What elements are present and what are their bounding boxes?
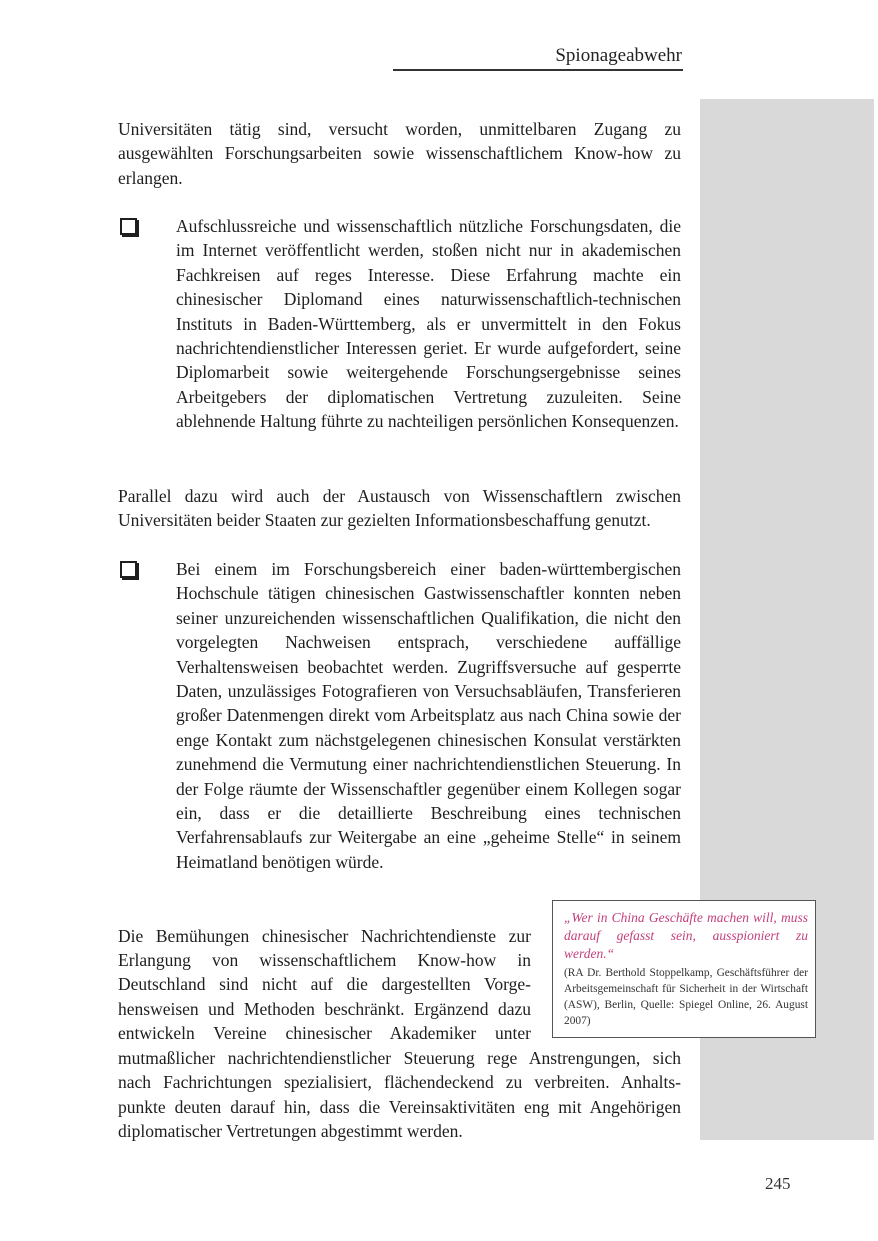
text-line: mutmaßlicher nachrichtendienstlicher Steuerung rege Anstrengungen, sich [118,1048,681,1068]
text-line: nach Fachrichtungen spezialisiert, flächendeckend zu verbreiten. Anhalts- [118,1072,681,1092]
bullet-paragraph-guest-scientist: Bei einem im Forschungsbereich einer baden-württembergischen Hochschule tätigen chinesischen Gastwissenschaftler konnten neben seiner unzureichenden wissenschaftlichen Qualifikation, die nicht den vorgelegten Nachweisen entsprach, verschiedene auffällige Verhaltensweisen beobachtet werden. Zugriffsversuche auf gesperrte Daten, unzulässiges Fotografieren von Versuchsabläufen, Transferieren großer Datenmengen direkt vom Arbeitsplatz aus nach China sowie der enge Kontakt zum nächstgelegenen chinesischen Konsulat verstärkten zunehmend die Vermutung einer nachrichtendienstlichen Steuerung. In der Folge räumte der Wissenschaftler gegenüber einem Kollegen sogar ein, dass er die detaillierte Beschreibung eines technischen Verfahrensablaufs zur Weitergabe an eine „geheime Stelle“ in seinem Heimatland benötigen würde. [176,559,681,872]
text-line: Die Bemühungen chinesischer Nachrichtendienste zur [118,926,531,946]
bullet-paragraph-research-data: Aufschlussreiche und wissenschaftlich nützliche Forschungsdaten, die im Internet veröffentlicht werden, stoßen nicht nur in akademischen Fachkreisen auf reges Interesse. Diese Erfahrung machte ein chinesischer Diplomand eines naturwissenschaftlich-technischen Instituts in Baden-Württemberg, als er unvermittelt in den Fokus nachrichtendienstlicher Interessen geriet. Er wurde aufgefordert, seine Diplomarbeit sowie weitergehende Forschungsergebnisse seines Arbeitgebers der diplomatischen Vertretung zuzuleiten. Seine ablehnende Haltung führte zu nachteiligen persönlichen Konsequenzen. [176,216,681,432]
paragraph-intro: Universitäten tätig sind, versucht worden, unmittelbaren Zugang zu ausgewählten Forschungsarbeiten sowie wissenschaftlichem Know-how zu erlangen. [118,119,681,188]
text-line: Erlangung von wissenschaftlichem Know-how in [118,950,531,970]
checkbox-bullet-icon [120,561,137,578]
page-number: 245 [765,1174,791,1193]
quote-box [552,900,816,1038]
header-title: Spionageabwehr [555,45,682,66]
text-line: punkte deuten darauf hin, dass die Vereinsaktivitäten eng mit Angehörigen [118,1097,681,1117]
quote-text: „Wer in China Geschäfte machen will, muss darauf gefasst sein, ausspioniert zu werden.“ [564,910,808,961]
text-line: diplomatischer Vertretungen abgestimmt werden. [118,1121,463,1141]
quote-source: (RA Dr. Berthold Stoppelkamp, Geschäftsführer der Arbeitsgemeinschaft für Sicherheit in der Wirtschaft (ASW), Berlin, Quelle: Spiegel Online, 26. August 2007) [564,967,808,1027]
text-line: Deutschland sind nicht auf die dargestellten Vorge- [118,974,531,994]
header-rule [393,69,683,71]
text-line: entwickeln Vereine chinesischer Akademiker unter [118,1023,531,1043]
paragraph-exchange: Parallel dazu wird auch der Austausch von Wissenschaftlern zwischen Universitäten beider Staaten zur gezielten Informationsbeschaffung genutzt. [118,486,681,531]
checkbox-bullet-icon [120,218,137,235]
text-line: hensweisen und Methoden beschränkt. Ergänzend dazu [118,999,531,1019]
